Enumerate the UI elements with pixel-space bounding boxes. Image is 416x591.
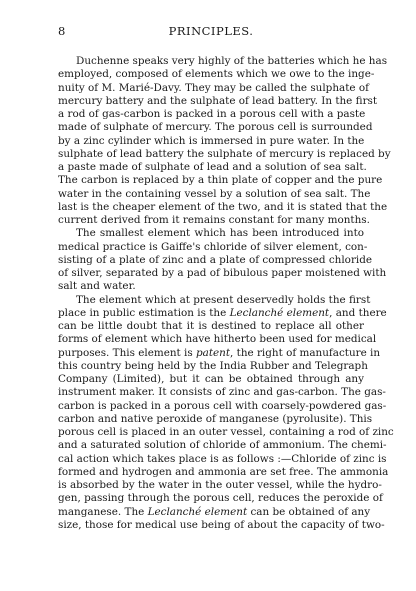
text-line: forms of element which have hitherto been used for medical	[58, 333, 377, 346]
text-line: medical practice is Gaiffe's chloride of silver element, con-	[58, 240, 368, 253]
text-line: carbon and native peroxide of manganese (pyrolusite). This	[58, 412, 373, 425]
text-line: and a saturated solution of chloride of ammonium. The chemi-	[58, 439, 387, 452]
text-line: instrument maker. It consists of zinc and gas-carbon. The gas-	[58, 386, 386, 399]
paragraphs	[58, 55, 394, 532]
paragraph	[58, 293, 394, 533]
text-line: size, those for medical use being of about the capacity of two-	[58, 518, 385, 531]
text-line: water in the containing vessel by a solution of sea salt. The	[58, 187, 371, 200]
text-line: sulphate of lead battery the sulphate of mercury is replaced by	[58, 147, 391, 160]
page-header	[58, 24, 364, 40]
text-line: employed, composed of elements which we owe to the inge-	[58, 68, 375, 81]
text-line: last is the cheaper element of the two, and it is stated that the	[58, 200, 388, 213]
running-head: PRINCIPLES.	[168, 24, 254, 38]
text-line: cal action which takes place is as follows :—Chloride of zinc is	[58, 452, 387, 465]
text-line: a paste made of sulphate of lead and a solution of sea salt.	[58, 161, 367, 173]
paragraph	[58, 55, 391, 227]
text-line: sisting of a plate of zinc and a plate of compressed chloride	[58, 253, 373, 266]
text-line: current derived from it remains constant for many months.	[58, 214, 370, 226]
text-line: gen, passing through the porous cell, reduces the peroxide of	[58, 492, 383, 505]
text-line: nuity of M. Marié-Davy. They may be called the sulphate of	[58, 81, 369, 94]
text-line: porous cell is placed in an outer vessel, containing a rod of zinc	[58, 426, 394, 438]
text-line: by a zinc cylinder which is immersed in pure water. In the	[58, 134, 365, 147]
text-line: is absorbed by the water in the outer vessel, while the hydro-	[58, 479, 382, 491]
text-line: purposes. This element is patent, the right of manufacture in	[58, 346, 381, 359]
text-line: made of sulphate of mercury. The porous cell is surrounded	[58, 121, 373, 134]
text-line: a rod of gas-carbon is packed in a porous cell with a paste	[58, 108, 366, 120]
paragraph	[58, 227, 387, 293]
text-line: place in public estimation is the Leclanché element, and there	[58, 306, 387, 319]
body-text	[58, 55, 394, 532]
text-line: Company (Limited), but it can be obtained through any	[58, 373, 364, 385]
text-line: The carbon is replaced by a thin plate of copper and the pure	[58, 174, 383, 187]
text-line: The element which at present deservedly holds the first	[76, 293, 371, 306]
text-line: can be little doubt that it is destined to replace all other	[58, 320, 364, 332]
text-line: carbon is packed in a porous cell with coarsely-powdered gas-	[58, 399, 387, 412]
text-line: manganese. The Leclanché element can be obtained of any	[58, 505, 371, 518]
text-line: of silver, separated by a pad of bibulous paper moistened with	[58, 267, 387, 279]
text-line: formed and hydrogen and ammonia are set free. The ammonia	[58, 465, 389, 478]
text-line: salt and water.	[58, 280, 136, 293]
text-line: The smallest element which has been introduced into	[76, 227, 364, 240]
text-line: Duchenne speaks very highly of the batteries which he has	[76, 55, 388, 67]
text-line: this country being held by the India Rubber and Telegraph	[58, 359, 368, 372]
text-line: mercury battery and the sulphate of lead battery. In the first	[58, 94, 378, 107]
page-number: 8	[58, 24, 66, 38]
